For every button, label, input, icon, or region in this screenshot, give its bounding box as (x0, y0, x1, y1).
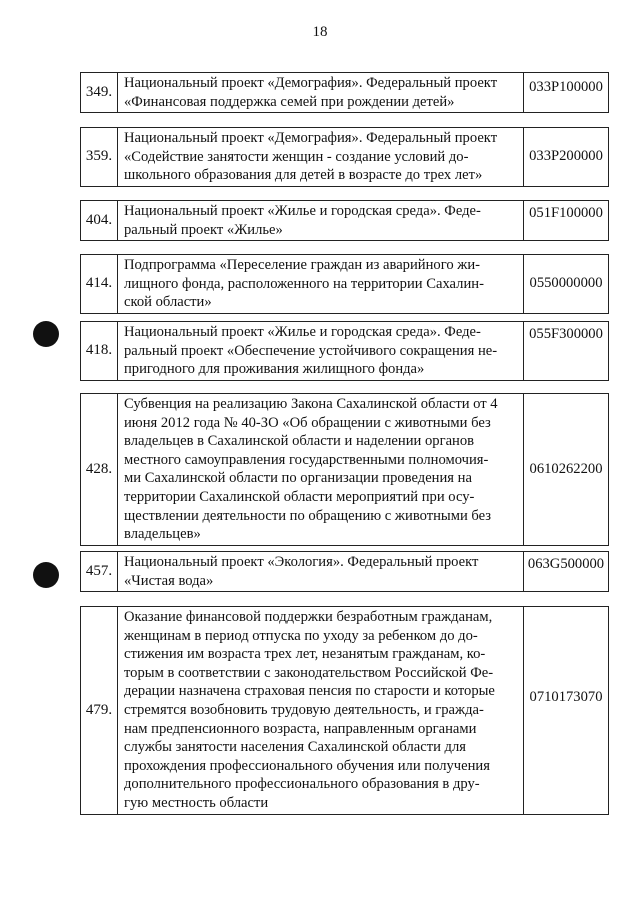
table-row (80, 606, 609, 815)
page-number: 18 (312, 24, 328, 40)
row-number: 359. (81, 128, 118, 187)
row-number: 414. (81, 255, 118, 314)
row-code: 0610262200 (524, 394, 609, 546)
row-code: 033P100000 (524, 73, 609, 113)
row-number: 428. (81, 394, 118, 546)
row-description: Национальный проект «Демография». Федеральный проект «Финансовая поддержка семей при рождении детей» (118, 73, 524, 113)
row-code: 051F100000 (524, 201, 609, 241)
punch-hole-bottom (33, 562, 59, 588)
row-description: Субвенция на реализацию Закона Сахалинской области от 4 июня 2012 года № 40-ЗО «Об обращении с животными без владельцев в Сахалинской области и наделении органов местного самоуправления государственными полномочия- ми Сахалинской области по организации проведения на территории Сахалинской области мероприятий при осу- ществлении деятельности по обращению с животными без владельцев» (118, 394, 524, 546)
row-number: 418. (81, 322, 118, 381)
row-description: Оказание финансовой поддержки безработным гражданам, женщинам в период отпуска по уходу за ребенком до до- стижения им возраста трех лет, незанятым гражданам, ко- торым в соответствии с законодательством Российской Фе- дерации назначена страховая пенсия по старости и которые стремятся возобновить трудовую деятельность, и гражда- нам предпенсионного возраста, направленным органами службы занятости населения Сахалинской области для прохождения профессионального обучения или получения дополнительного профессионального образования в дру- гую местность области (118, 607, 524, 815)
row-code: 055F300000 (524, 322, 609, 381)
table-row (80, 254, 609, 314)
row-description: Национальный проект «Жилье и городская среда». Феде- ральный проект «Обеспечение устойчивого сокращения не- пригодного для проживания жилищного фонда» (118, 322, 524, 381)
table-row (80, 393, 609, 546)
table-row (80, 200, 609, 241)
table-row (80, 321, 609, 381)
row-code: 0550000000 (524, 255, 609, 314)
table-row (80, 551, 609, 592)
row-description: Национальный проект «Демография». Федеральный проект «Содействие занятости женщин - создание условий до- школьного образования для детей в возрасте до трех лет» (118, 128, 524, 187)
row-code: 063G500000 (524, 552, 609, 592)
row-number: 479. (81, 607, 118, 815)
row-number: 457. (81, 552, 118, 592)
row-number: 349. (81, 73, 118, 113)
row-code: 033P200000 (524, 128, 609, 187)
row-description: Подпрограмма «Переселение граждан из аварийного жи- лищного фонда, расположенного на территории Сахалин- ской области» (118, 255, 524, 314)
table-row (80, 72, 609, 113)
punch-hole-top (33, 321, 59, 347)
row-code: 0710173070 (524, 607, 609, 815)
row-description: Национальный проект «Экология». Федеральный проект «Чистая вода» (118, 552, 524, 592)
row-number: 404. (81, 201, 118, 241)
row-description: Национальный проект «Жилье и городская среда». Феде- ральный проект «Жилье» (118, 201, 524, 241)
table-row (80, 127, 609, 187)
